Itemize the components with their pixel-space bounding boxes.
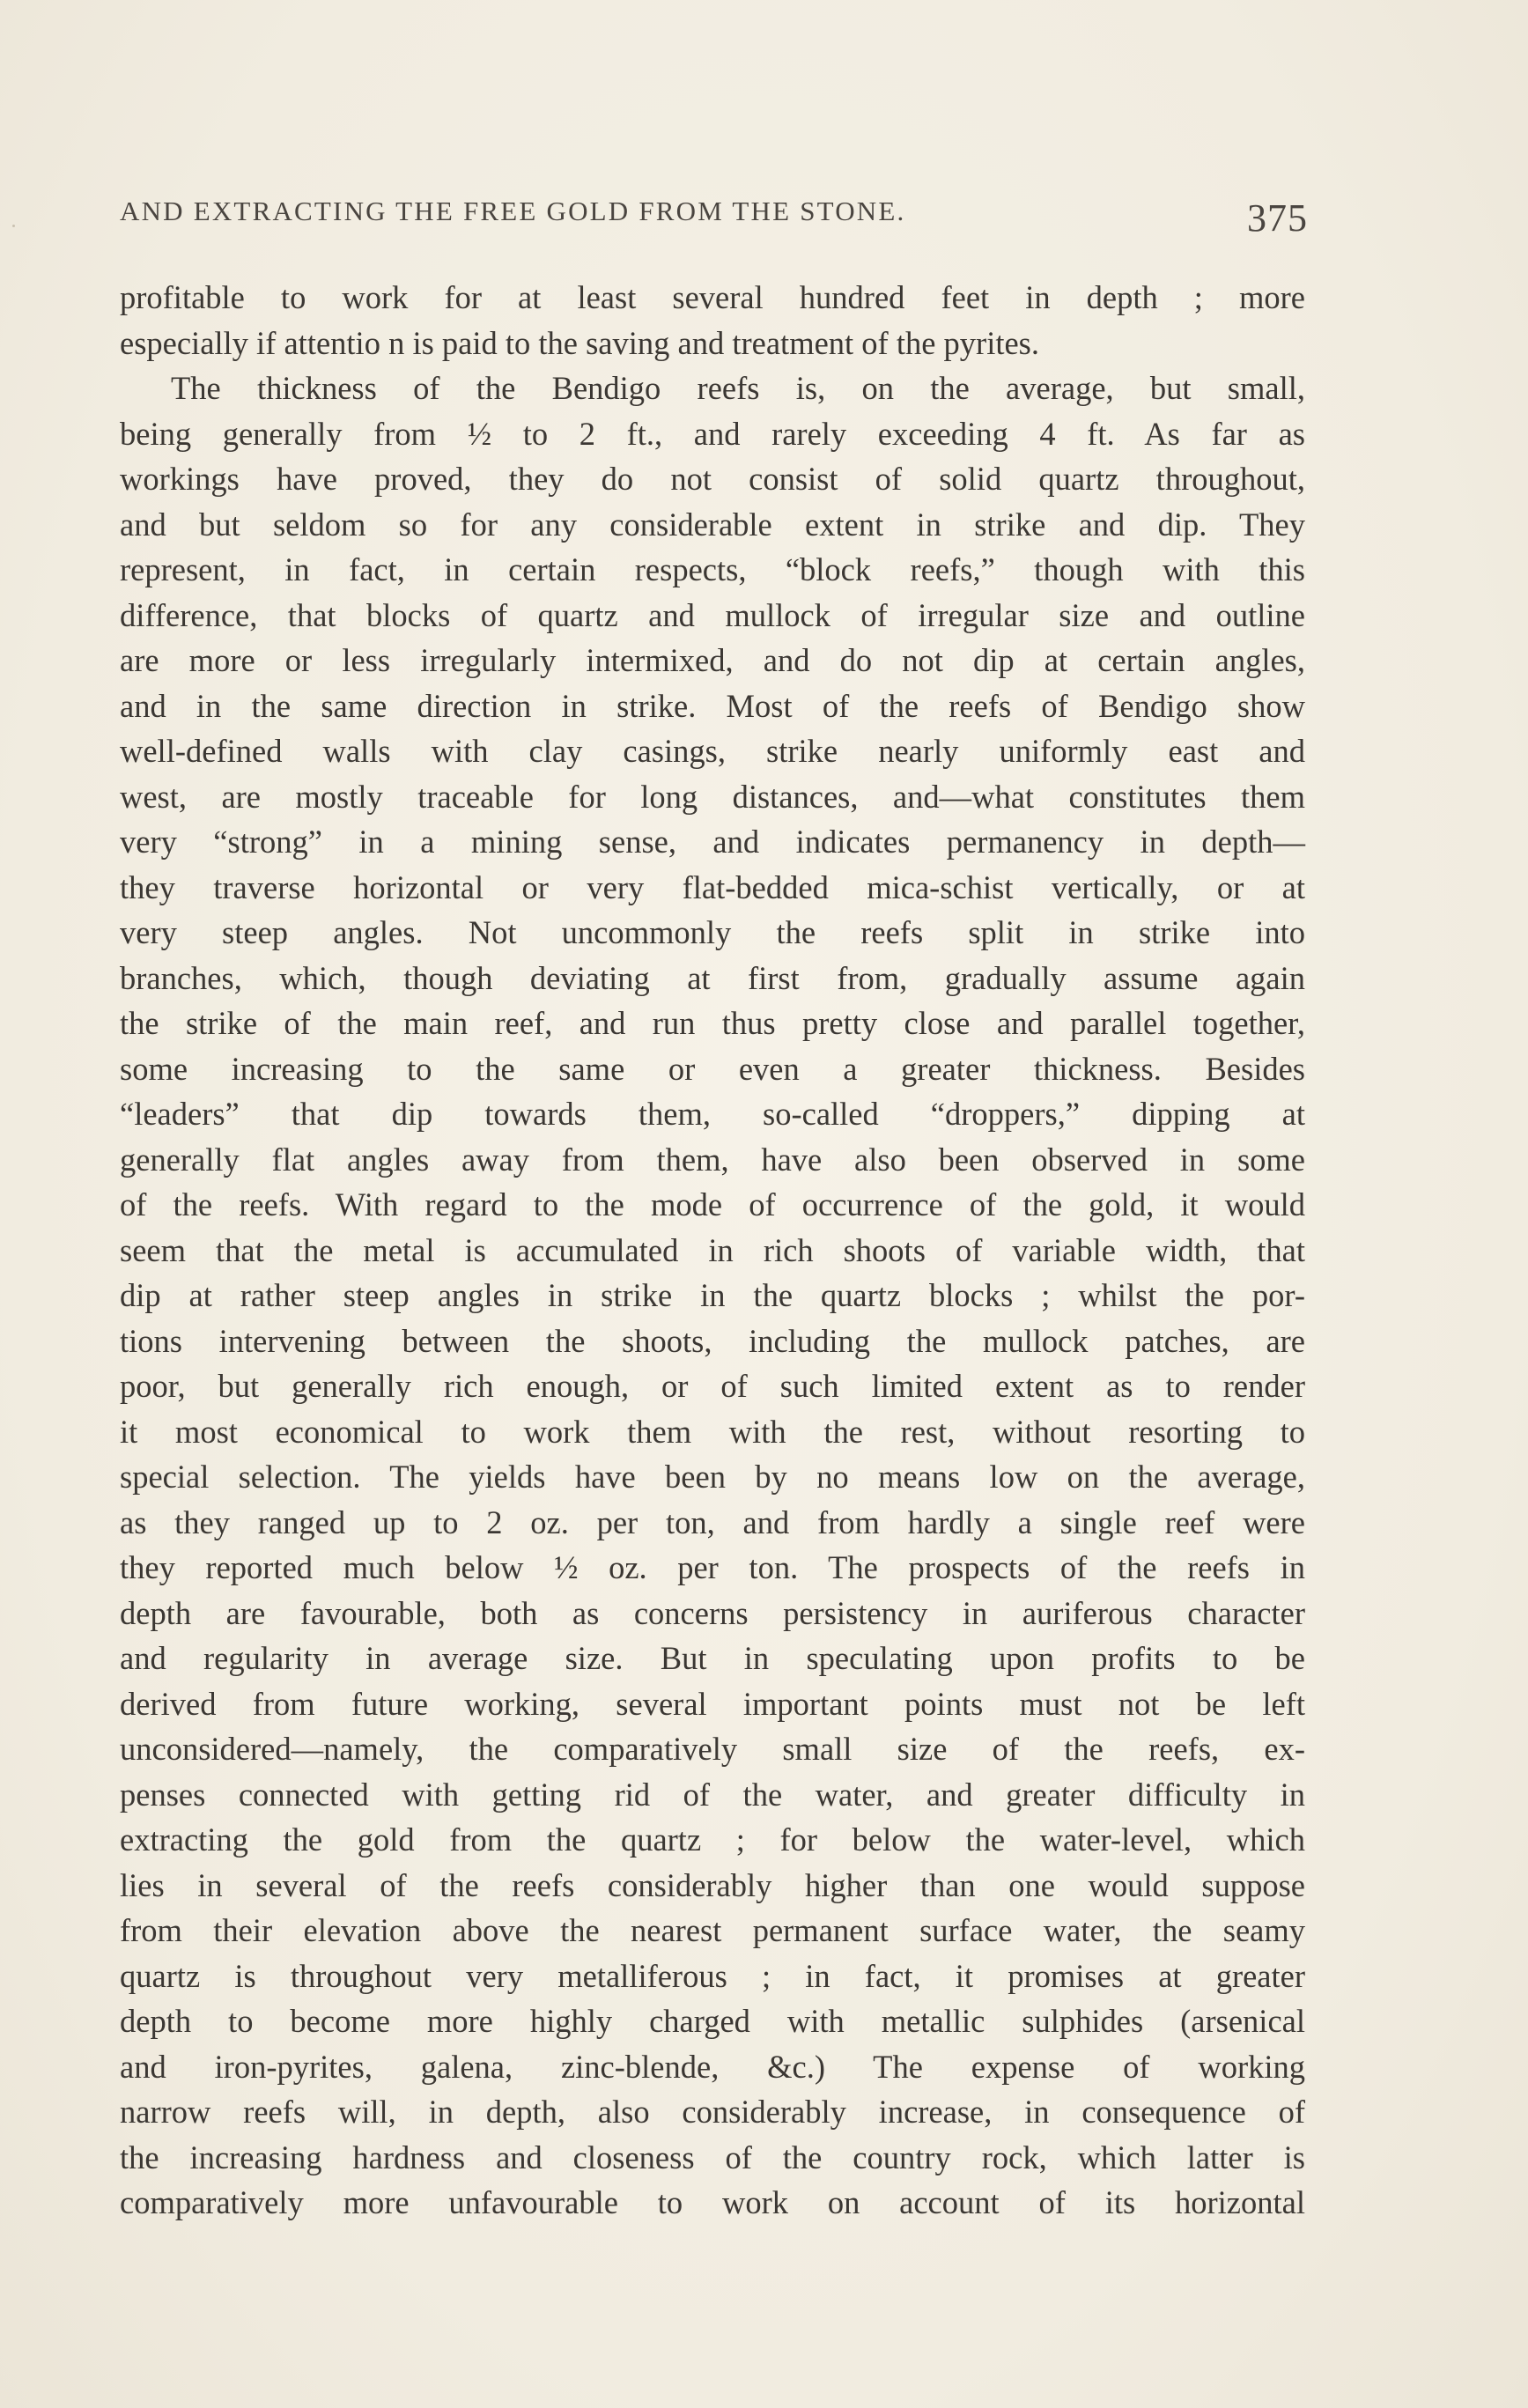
text-line: being generally from ½ to 2 ft., and rarely exceeding 4 ft. As far as <box>120 415 1305 452</box>
text-line: comparatively more unfavourable to work on account of its horizontal <box>120 2184 1305 2220</box>
running-title: AND EXTRACTING THE FREE GOLD FROM THE STONE. <box>120 196 906 226</box>
text-line: narrow reefs will, in depth, also considerably increase, in consequence of <box>120 2094 1305 2130</box>
text-line: tions intervening between the shoots, including the mullock patches, are <box>120 1322 1305 1359</box>
page-number: 375 <box>1247 196 1308 240</box>
text-line: depth to become more highly charged with metallic sulphides (arsenical <box>120 2003 1305 2039</box>
running-head <box>120 196 1308 240</box>
text-line: and but seldom so for any considerable extent in strike and dip. They <box>120 506 1305 543</box>
text-line: the increasing hardness and closeness of the country rock, which latter is <box>120 2138 1305 2175</box>
text-line: some increasing to the same or even a greater thickness. Besides <box>120 1050 1305 1087</box>
margin-speck <box>12 225 15 227</box>
body-text <box>120 275 1305 2226</box>
text-line: as they ranged up to 2 oz. per ton, and from hardly a single reef were <box>120 1503 1305 1540</box>
text-line: depth are favourable, both as concerns persistency in auriferous character <box>120 1594 1305 1631</box>
text-line: generally flat angles away from them, have also been observed in some <box>120 1141 1305 1178</box>
text-line: extracting the gold from the quartz ; for below the water-level, which <box>120 1821 1305 1858</box>
text-line: branches, which, though deviating at first from, gradually assume again <box>120 959 1305 996</box>
text-line: and iron-pyrites, galena, zinc-blende, &c.) The expense of working <box>120 2048 1305 2085</box>
text-line: and regularity in average size. But in speculating upon profits to be <box>120 1640 1305 1676</box>
text-line: and in the same direction in strike. Most of the reefs of Bendigo show <box>120 687 1305 724</box>
text-line: difference, that blocks of quartz and mullock of irregular size and outline <box>120 596 1305 633</box>
text-line: very steep angles. Not uncommonly the reefs split in strike into <box>120 914 1305 950</box>
text-line: dip at rather steep angles in strike in the quartz blocks ; whilst the por- <box>120 1277 1305 1313</box>
text-line: special selection. The yields have been by no means low on the average, <box>120 1459 1305 1495</box>
text-line: seem that the metal is accumulated in rich shoots of variable width, that <box>120 1231 1305 1268</box>
text-line: from their elevation above the nearest permanent surface water, the seamy <box>120 1912 1305 1948</box>
text-line: quartz is throughout very metalliferous ; in fact, it promises at greater <box>120 1957 1305 1994</box>
text-line: they reported much below ½ oz. per ton. The prospects of the reefs in <box>120 1549 1305 1585</box>
text-line: west, are mostly traceable for long distances, and—what constitutes them <box>120 778 1305 815</box>
text-line: it most economical to work them with the rest, without resorting to <box>120 1413 1305 1450</box>
text-line: represent, in fact, in certain respects, “block reefs,” though with this <box>120 551 1305 587</box>
text-line: workings have proved, they do not consist of solid quartz throughout, <box>120 461 1305 497</box>
text-line: well-defined walls with clay casings, strike nearly uniformly east and <box>120 733 1305 769</box>
text-line: they traverse horizontal or very flat-bedded mica-schist vertically, or at <box>120 868 1305 905</box>
paragraph-start-line: The thickness of the Bendigo reefs is, on the average, but small, <box>171 370 1305 406</box>
text-line: very “strong” in a mining sense, and indicates permanency in depth— <box>120 824 1305 860</box>
text-line: profitable to work for at least several hundred feet in depth ; more <box>120 279 1305 315</box>
text-line: of the reefs. With regard to the mode of occurrence of the gold, it would <box>120 1186 1305 1222</box>
text-line: derived from future working, several important points must not be left <box>120 1685 1305 1722</box>
text-line: “leaders” that dip towards them, so-called “droppers,” dipping at <box>120 1096 1305 1132</box>
text-line: unconsidered—namely, the comparatively small size of the reefs, ex- <box>120 1731 1305 1767</box>
text-line: poor, but generally rich enough, or of such limited extent as to render <box>120 1368 1305 1404</box>
text-line: lies in several of the reefs considerably higher than one would suppose <box>120 1866 1305 1903</box>
text-line: penses connected with getting rid of the water, and greater difficulty in <box>120 1776 1305 1813</box>
text-line: especially if attentio n is paid to the saving and treatment of the pyrites. <box>120 324 1040 361</box>
text-line: are more or less irregularly intermixed, and do not dip at certain angles, <box>120 642 1305 678</box>
text-line: the strike of the main reef, and run thus pretty close and parallel together, <box>120 1005 1305 1041</box>
